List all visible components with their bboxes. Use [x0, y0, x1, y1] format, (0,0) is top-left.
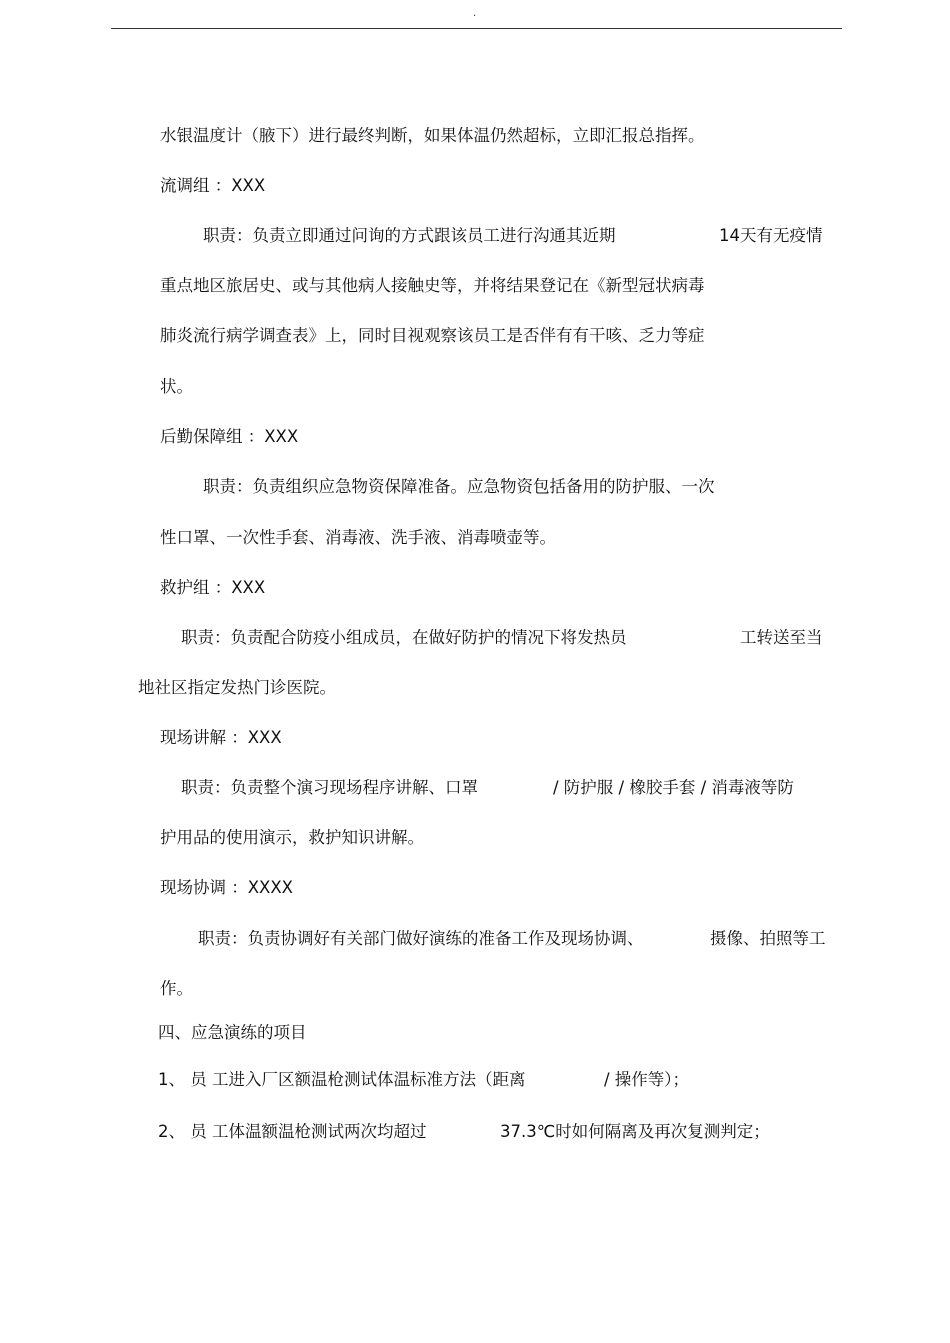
text-line: 救护组 ：XXX	[160, 578, 266, 597]
list-item: 2、 员 工体温额温枪测试两次均超过	[158, 1122, 427, 1141]
text-line: 职责：负责立即通过问询的方式跟该员工进行沟通其近期	[203, 226, 616, 245]
text-line: 地社区指定发热门诊医院。	[138, 678, 336, 697]
text-line: 14天有无疫情	[719, 226, 823, 245]
header-rule	[111, 28, 842, 29]
text-line: / 防护服 / 橡胶手套 / 消毒液等防	[553, 778, 794, 797]
text-line: 性口罩、一次性手套、消毒液、洗手液、消毒喷壶等。	[160, 528, 556, 547]
text-line: 流调组 ：XXX	[160, 176, 266, 195]
text-line: 肺炎流行病学调查表》上，同时目视观察该员工是否伴有有干咳、乏力等症	[160, 326, 705, 345]
text-line: 水银温度计（腋下）进行最终判断，如果体温仍然超标，立即汇报总指挥。	[160, 126, 705, 145]
text-line: 职责：负责整个演习现场程序讲解、口罩	[181, 778, 478, 797]
text-line: 护用品的使用演示，救护知识讲解。	[160, 828, 424, 847]
list-item: / 操作等）；	[604, 1070, 690, 1089]
header-mark: .	[473, 8, 477, 19]
text-line: 后勤保障组 ：XXX	[160, 427, 299, 446]
list-item: 37.3℃时如何隔离及再次复测判定；	[500, 1122, 770, 1141]
section-heading: 四、应急演练的项目	[158, 1023, 307, 1042]
text-line: 职责：负责协调好有关部门做好演练的准备工作及现场协调、	[198, 929, 644, 948]
text-line: 职责：负责配合防疫小组成员，在做好防护的情况下将发热员	[181, 628, 627, 647]
text-line: 状。	[160, 377, 193, 396]
text-line: 职责：负责组织应急物资保障准备。应急物资包括备用的防护服、一次	[203, 477, 715, 496]
text-line: 现场讲解 ：XXX	[160, 728, 282, 747]
text-line: 作。	[160, 979, 193, 998]
text-line: 摄像、拍照等工	[710, 929, 826, 948]
text-line: 重点地区旅居史、或与其他病人接触史等，并将结果登记在《新型冠状病毒	[160, 276, 705, 295]
list-item: 1、 员 工进入厂区额温枪测试体温标准方法（距离	[158, 1070, 526, 1089]
text-line: 工转送至当	[740, 628, 823, 647]
text-line: 现场协调 ：XXXX	[160, 878, 293, 897]
